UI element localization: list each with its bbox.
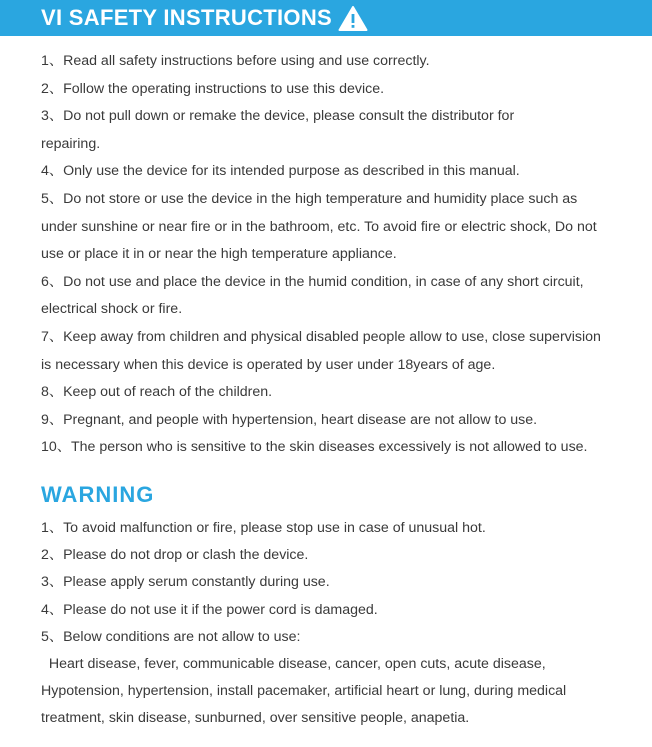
banner-title-area — [0, 0, 400, 36]
instruction-line: 3、Do not pull down or remake the device, please consult the distributor for — [41, 108, 515, 125]
instruction-line: 1、Read all safety instructions before using and use correctly. — [41, 53, 430, 69]
warning-line: 1、To avoid malfunction or fire, please stop use in case of unusual hot. — [41, 520, 486, 536]
warning-line: Hypotension, hypertension, install pacemaker, artificial heart or lung, during medical — [41, 683, 567, 700]
section-banner — [0, 0, 652, 36]
instruction-line: 4、Only use the device for its intended purpose as described in this manual. — [41, 163, 520, 180]
warning-line: Heart disease, fever, communicable disease, cancer, open cuts, acute disease, — [41, 656, 546, 673]
safety-instructions-list — [41, 48, 631, 462]
instruction-line: is necessary when this device is operated by user under 18years of age. — [41, 356, 496, 373]
instruction-line: 5、Do not store or use the device in the high temperature and humidity place such as — [41, 190, 578, 207]
instruction-line: 8、Keep out of reach of the children. — [41, 384, 273, 401]
instruction-line: 7、Keep away from children and physical disabled people allow to use, close supervision — [41, 328, 601, 345]
warning-line: 2、Please do not drop or clash the device. — [41, 547, 309, 564]
warning-line: treatment, skin disease, sunburned, over sensitive people, anapetia. — [41, 710, 470, 727]
section-title: VI SAFETY INSTRUCTIONS — [41, 5, 332, 30]
warning-line: 4、Please do not use it if the power cord is damaged. — [41, 601, 378, 618]
warning-line: 3、Please apply serum constantly during use. — [41, 574, 330, 591]
warning-list — [41, 515, 641, 733]
instruction-line: electrical shock or fire. — [41, 301, 183, 318]
instruction-line: under sunshine or near fire or in the bathroom, etc. To avoid fire or electric shock, Do not — [41, 218, 597, 235]
instruction-line: 2、Follow the operating instructions to use this device. — [41, 80, 385, 97]
instruction-line: 10、The person who is sensitive to the skin diseases excessively is not allowed to use. — [41, 439, 588, 456]
warning-triangle-icon — [338, 5, 368, 32]
instruction-line: use or place it in or near the high temperature appliance. — [41, 246, 397, 263]
warning-line: 5、Below conditions are not allow to use: — [41, 628, 301, 645]
instruction-line: 9、Pregnant, and people with hypertension, heart disease are not allow to use. — [41, 411, 538, 428]
instruction-line: repairing. — [41, 135, 101, 152]
warning-heading: WARNING — [41, 482, 155, 507]
instruction-line: 6、Do not use and place the device in the humid condition, in case of any short circuit, — [41, 273, 584, 290]
